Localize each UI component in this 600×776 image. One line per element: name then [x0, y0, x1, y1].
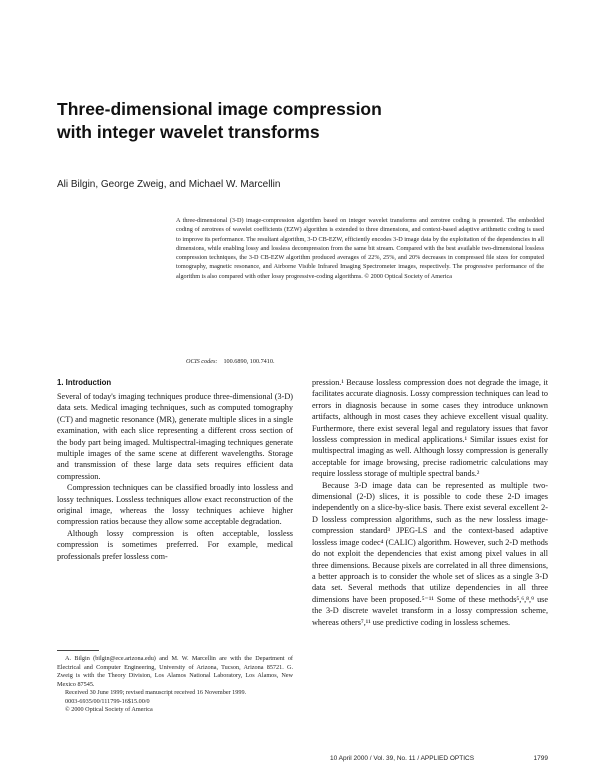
journal-citation: 10 April 2000 / Vol. 39, No. 11 / APPLIED OPTICS: [330, 755, 475, 762]
footnote-divider: [57, 650, 99, 651]
abstract: A three-dimensional (3-D) image-compression algorithm based on integer wavelet transforms and zerotree coding is presented. The embedded coding of zerotrees of wavelet coefficients (EZW) algorithm is extended to three dimensions, and context-based adaptive arithmetic coding is used to improve its performance. The resultant algorithm, 3-D CB-EZW, efficiently encodes 3-D image data by the exploitation of the dependencies in all dimensions, while enabling lossy and lossless decompression from the same bit stream. Compared with the best available two-dimensional lossless compression techniques, the 3-D CB-EZW algorithm produced averages of 22%, 25%, and 20% decreases in compressed file sizes for computed tomography, magnetic resonance, and Airborne Visible Infrared Imaging Spectrometer images, respectively. The progressive performance of the algorithm is also compared with other lossy progressive-coding algorithms. © 2000 Optical Society of America: [176, 217, 544, 280]
received-footnote: Received 30 June 1999; revised manuscript received 16 November 1999.: [65, 689, 247, 696]
author-list: Ali Bilgin, George Zweig, and Michael W. Marcellin: [57, 179, 281, 190]
footnotes: [57, 655, 293, 715]
copyright-footnote: © 2000 Optical Society of America: [65, 706, 153, 713]
paragraph: Several of today's imaging techniques produce three-dimensional (3-D) data sets. Medical imaging techniques, such as computed tomography (CT) and magnetic resonance (MR), generate multiple slices in a single examination, with each slice representing a different cross section of the body part being imaged. Multispectral-imaging techniques generate multiple images of the same scene at different wavelengths. Storage and transmission of these large data sets requires efficient data compression.: [57, 392, 293, 481]
ocis-label: OCIS codes:: [186, 358, 218, 365]
right-column: [312, 377, 548, 628]
title-line-2: with integer wavelet transforms: [57, 122, 320, 142]
section-heading: 1. Introduction: [57, 378, 112, 387]
page-number: 1799: [533, 755, 548, 762]
doi-code-footnote: 0003-6935/00/111799-16$15.00/0: [65, 697, 150, 705]
ocis-codes: [186, 357, 486, 366]
article-title: [57, 98, 477, 144]
title-line-1: Three-dimensional image compression: [57, 99, 382, 119]
left-column: [57, 377, 293, 562]
affiliation-footnote: A. Bilgin (bilgin@ece.arizona.edu) and M. W. Marcellin are with the Department of Electrical and Computer Engineering, University of Arizona, Tucson, Arizona 85721. G. Zweig is with the Theory Division, Los Alamos National Laboratory, Los Alamos, New Mexico 87545.: [57, 655, 293, 688]
ocis-values: 100.6890, 100.7410.: [223, 358, 275, 365]
paragraph: Because 3-D image data can be represented as multiple two-dimensional (2-D) slices, it is possible to code these 2-D images independently on a slice-by-slice basis. There exist several excellent 2-D lossless compression algorithms, such as the new lossless image-compression standard³ JPEG-LS and the context-based adaptive lossless image codec⁴ (CALIC) algorithm. However, such 2-D methods do not exploit the dependencies that exist among pixel values in all three dimensions. Because pixels are correlated in all three dimensions, a better approach is to consider the whole set of slices as a single 3-D data set. Several methods that utilize dependencies in all three dimensions have been proposed.⁵⁻¹¹ Some of these methods⁵,⁶,⁸,⁹ use the 3-D discrete wavelet transform in a lossy compression scheme, whereas others⁷,¹¹ use predictive coding in lossless schemes.: [312, 480, 548, 627]
paragraph: Compression techniques can be classified broadly into lossless and lossy techniques. Lossless techniques allow exact reconstruction of the original image, whereas the lossy techniques achieve higher compression ratios because they allow some acceptable degradation.: [57, 483, 293, 527]
paragraph: pression.¹ Because lossless compression does not degrade the image, it facilitates accurate diagnosis. Lossy compression techniques can lead to errors in diagnosis because in some cases they introduce unknown artifacts, although in most cases they achieve excellent visual quality. Furthermore, there exist several legal and regulatory issues that favor lossless compression in medical applications.¹ Similar issues exist for multispectral imaging as well. Although lossy compression is generally acceptable for image browsing, precise radiometric calculations may require lossless storage of multiple spectral bands.²: [312, 378, 548, 479]
paragraph: Although lossy compression is often acceptable, lossless compression is sometimes preferred. For example, medical professionals prefer lossless com-: [57, 528, 293, 561]
